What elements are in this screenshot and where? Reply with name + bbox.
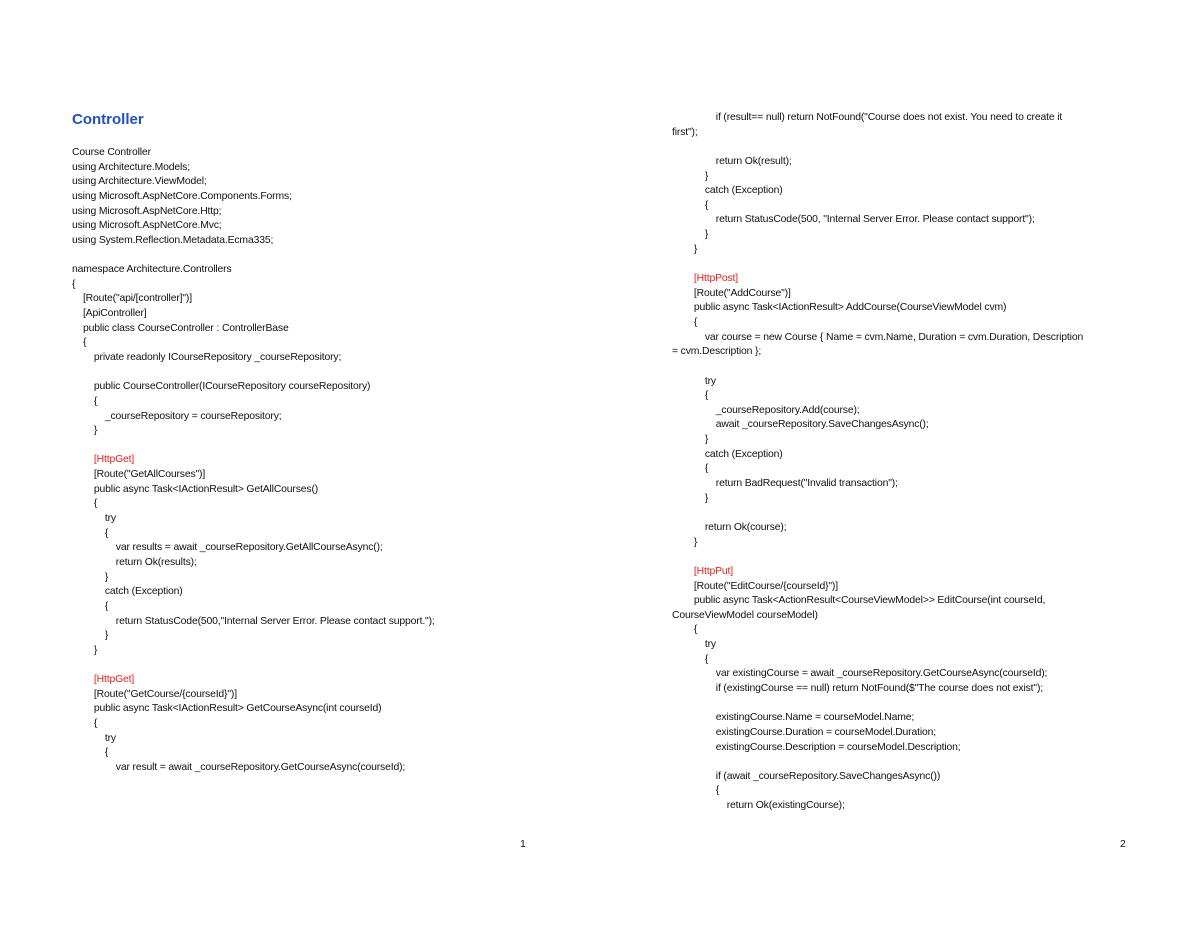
code-line: return BadRequest("Invalid transaction"); xyxy=(672,478,898,490)
page-number: 1 xyxy=(520,838,526,850)
code-line xyxy=(672,506,1083,521)
code-line: private readonly ICourseRepository _courseRepository; xyxy=(72,351,342,363)
code-line: public class CourseController : ControllerBase xyxy=(72,322,289,334)
code-line: if (result== null) return NotFound("Course does not exist. You need to create it xyxy=(672,112,1063,123)
code-line: public async Task<IActionResult> GetCourseAsync(int courseId) xyxy=(72,703,382,715)
code-line: [Route("api/[controller]")] xyxy=(72,293,192,305)
code-line: public async Task<IActionResult> AddCourse(CourseViewModel cvm) xyxy=(672,302,1007,314)
code-line: var result = await _courseRepository.GetCourseAsync(courseId); xyxy=(72,761,406,773)
code-line: public CourseController(ICourseRepository courseRepository) xyxy=(72,381,371,393)
code-line: return Ok(results); xyxy=(72,556,197,568)
code-line: using Microsoft.AspNetCore.Mvc; xyxy=(72,220,222,232)
code-line xyxy=(672,257,1083,272)
code-line: [Route("AddCourse")] xyxy=(672,287,791,299)
code-line xyxy=(672,697,1083,712)
code-line: using Architecture.Models; xyxy=(72,161,190,173)
code-line: public async Task<IActionResult> GetAllCourses() xyxy=(72,483,319,495)
code-line: { xyxy=(72,278,76,290)
code-line: { xyxy=(72,747,109,759)
section-heading: Controller xyxy=(72,111,144,128)
document-page-2 xyxy=(600,0,1200,927)
code-line xyxy=(72,366,435,381)
code-line: } xyxy=(672,229,709,241)
code-line: } xyxy=(72,571,109,583)
code-line: catch (Exception) xyxy=(672,185,783,197)
code-line: } xyxy=(72,425,98,437)
code-line: } xyxy=(72,630,109,642)
code-line xyxy=(672,755,1083,770)
code-line: return StatusCode(500, "Internal Server Error. Please contact support"); xyxy=(672,214,1035,226)
code-line xyxy=(672,550,1083,565)
code-line: { xyxy=(672,653,709,665)
code-line: if (existingCourse == null) return NotFound($"The course does not exist"); xyxy=(672,682,1043,694)
code-attribute-line: [HttpGet] xyxy=(72,674,135,686)
code-attribute-line: [HttpGet] xyxy=(72,454,135,466)
code-line: [Route("GetCourse/{courseId}")] xyxy=(72,688,237,700)
code-line: { xyxy=(672,624,698,636)
code-block xyxy=(72,146,435,776)
code-line xyxy=(672,140,1083,155)
code-line: var course = new Course { Name = cvm.Name, Duration = cvm.Duration, Description xyxy=(672,331,1084,343)
code-line: { xyxy=(672,785,720,797)
code-line: var results = await _courseRepository.GetAllCourseAsync(); xyxy=(72,542,383,554)
code-line: public async Task<ActionResult<CourseViewModel>> EditCourse(int courseId, xyxy=(672,595,1046,607)
code-line: using System.Reflection.Metadata.Ecma335; xyxy=(72,234,274,246)
code-line: catch (Exception) xyxy=(672,448,783,460)
code-line: existingCourse.Description = courseModel.Description; xyxy=(672,741,961,753)
code-line: } xyxy=(672,492,709,504)
code-line: [Route("EditCourse/{courseId}")] xyxy=(672,580,838,592)
code-line: _courseRepository.Add(course); xyxy=(672,404,860,416)
code-attribute-line: [HttpPut] xyxy=(672,565,733,577)
code-line: Course Controller xyxy=(72,147,151,158)
code-line: namespace Architecture.Controllers xyxy=(72,264,232,276)
code-line xyxy=(72,248,435,263)
code-line: { xyxy=(672,199,709,211)
code-attribute-line: [HttpPost] xyxy=(672,273,739,285)
code-line: existingCourse.Duration = courseModel.Duration; xyxy=(672,726,937,738)
code-line: { xyxy=(672,463,709,475)
code-line: } xyxy=(672,536,698,548)
code-line: using Microsoft.AspNetCore.Http; xyxy=(72,205,222,217)
code-line: { xyxy=(72,498,98,510)
code-line xyxy=(672,360,1083,375)
code-line: try xyxy=(72,732,116,744)
code-line: { xyxy=(72,717,98,729)
code-line: using Architecture.ViewModel; xyxy=(72,176,207,188)
code-line: using Microsoft.AspNetCore.Components.Forms; xyxy=(72,190,292,202)
code-line: return Ok(course); xyxy=(672,521,787,533)
code-block xyxy=(672,111,1083,814)
code-line: var existingCourse = await _courseRepository.GetCourseAsync(courseId); xyxy=(672,668,1048,680)
code-line: [ApiController] xyxy=(72,308,147,320)
code-line: return Ok(existingCourse); xyxy=(672,800,845,812)
code-line xyxy=(72,658,435,673)
code-line: { xyxy=(72,395,98,407)
code-line: { xyxy=(72,600,109,612)
code-line: try xyxy=(672,639,716,651)
code-line: if (await _courseRepository.SaveChangesAsync()) xyxy=(672,770,941,782)
code-line: _courseRepository = courseRepository; xyxy=(72,410,282,422)
code-line: first"); xyxy=(672,126,698,138)
code-line: = cvm.Description }; xyxy=(672,346,762,358)
code-line: { xyxy=(672,316,698,328)
code-line: } xyxy=(672,243,698,255)
code-line: return StatusCode(500,"Internal Server Error. Please contact support."); xyxy=(72,615,435,627)
code-line xyxy=(72,439,435,454)
code-line: existingCourse.Name = courseModel.Name; xyxy=(672,712,915,724)
code-line: [Route("GetAllCourses")] xyxy=(72,469,206,481)
code-line: return Ok(result); xyxy=(672,155,792,167)
code-line: } xyxy=(672,434,709,446)
code-line: { xyxy=(72,527,109,539)
code-line: { xyxy=(672,390,709,402)
page-number: 2 xyxy=(1120,838,1126,850)
code-line: } xyxy=(72,644,98,656)
code-line: catch (Exception) xyxy=(72,586,183,598)
code-line: await _courseRepository.SaveChangesAsync(); xyxy=(672,419,929,431)
code-line: } xyxy=(672,170,709,182)
code-line: { xyxy=(72,337,87,349)
code-line: try xyxy=(672,375,716,387)
code-line: CourseViewModel courseModel) xyxy=(672,609,818,621)
code-line: try xyxy=(72,513,116,525)
